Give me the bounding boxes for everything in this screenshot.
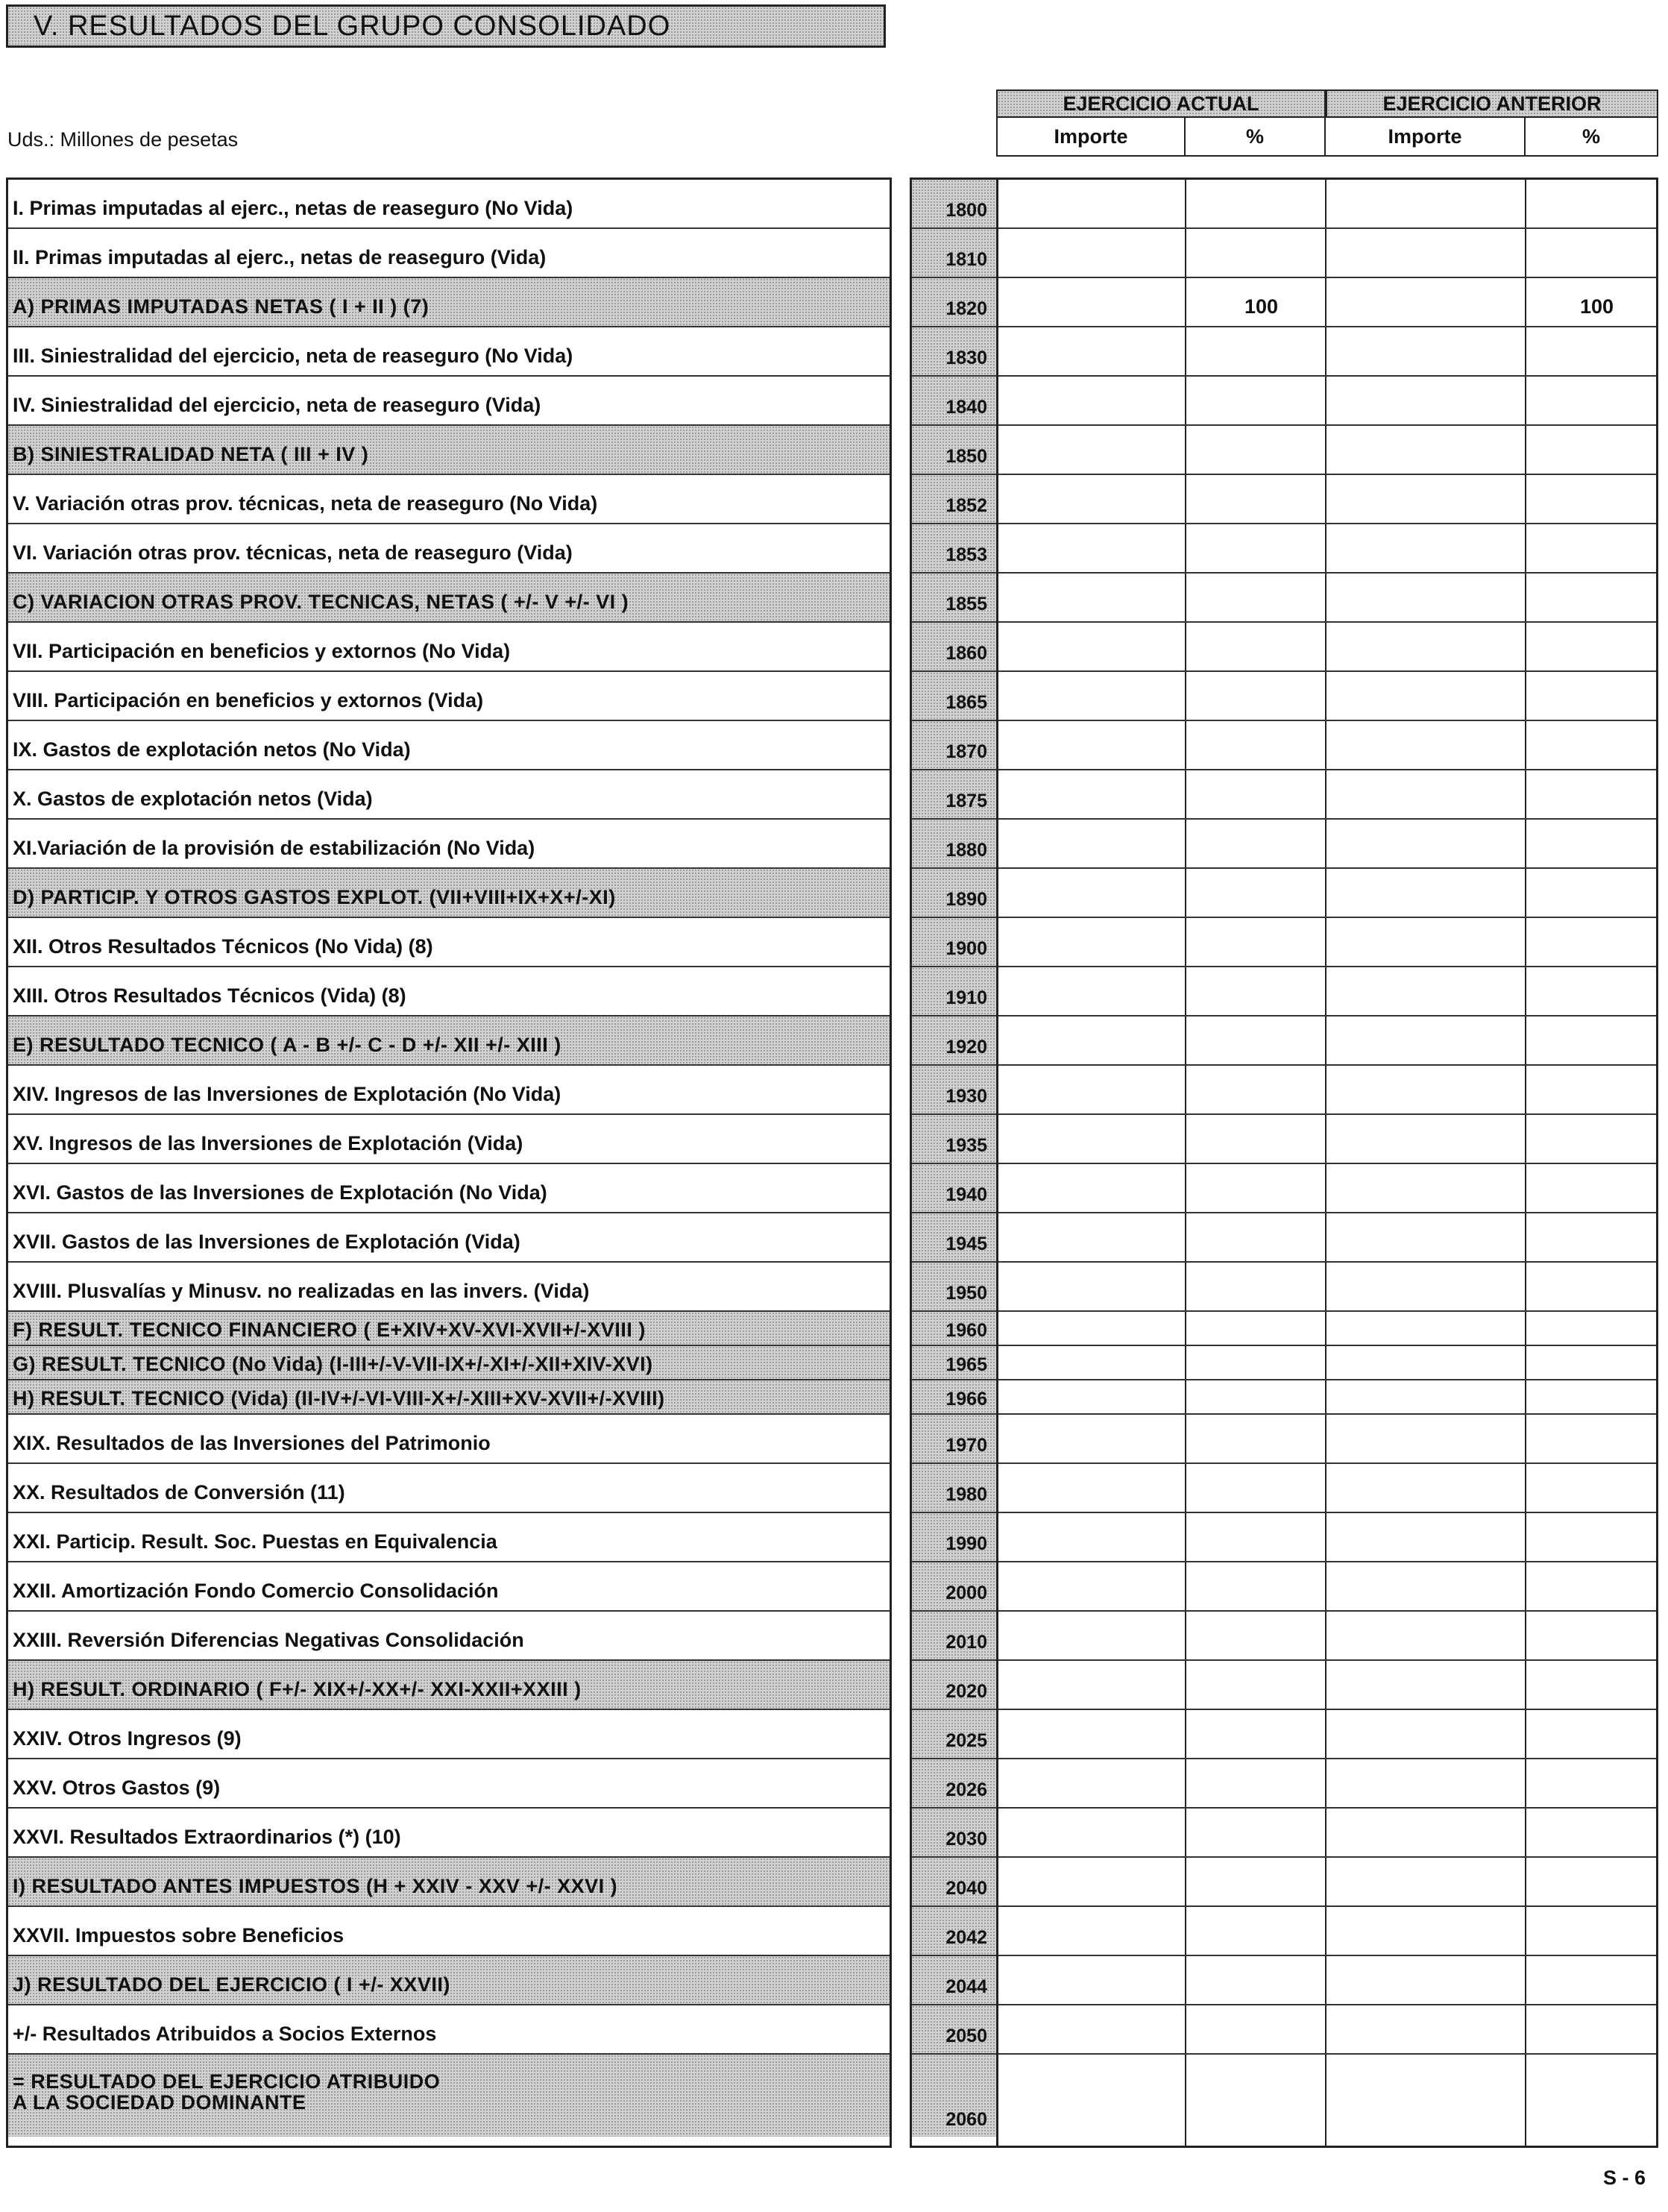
row-code: 1800 (912, 180, 996, 229)
row-label (8, 869, 890, 918)
row-code: 1853 (912, 524, 996, 574)
row-code: 1890 (912, 869, 996, 918)
row-label-text: XVII. Gastos de las Inversiones de Explotación (Vida) (13, 1231, 520, 1253)
row-label (8, 820, 890, 869)
row-label-text: A) PRIMAS IMPUTADAS NETAS ( I + II ) (7) (13, 295, 429, 318)
row-label (8, 1115, 890, 1164)
row-code: 1950 (912, 1263, 996, 1312)
row-code: 1980 (912, 1464, 996, 1513)
row-label (8, 1661, 890, 1710)
row-label (8, 278, 890, 327)
row-label-text: XIV. Ingresos de las Inversiones de Explotación (No Vida) (13, 1083, 561, 1105)
row-label (8, 1213, 890, 1263)
row-label-text: XII. Otros Resultados Técnicos (No Vida) (8) (13, 935, 433, 958)
row-label-text: VIII. Participación en beneficios y extornos (Vida) (13, 689, 484, 711)
row-code: 2050 (912, 2005, 996, 2055)
row-label-text: IX. Gastos de explotación netos (No Vida) (13, 738, 411, 761)
value-row[interactable] (998, 1312, 1656, 1346)
page-number: S - 6 (1603, 2167, 1646, 2189)
row-label (8, 1464, 890, 1513)
header-pct-anterior: % (1524, 118, 1658, 157)
row-label (8, 672, 890, 721)
value-row[interactable] (998, 1809, 1656, 1858)
value-row[interactable] (998, 1017, 1656, 1066)
row-code: 1910 (912, 967, 996, 1017)
value-row[interactable] (998, 475, 1656, 524)
row-code: 1966 (912, 1380, 996, 1415)
value-row[interactable] (998, 869, 1656, 918)
value-row[interactable] (998, 1562, 1656, 1612)
row-code: 1810 (912, 229, 996, 278)
row-code: 1965 (912, 1346, 996, 1380)
row-label (8, 1415, 890, 1464)
row-label-text: XI.Variación de la provisión de estabilización (No Vida) (13, 837, 535, 859)
row-code: 2044 (912, 1956, 996, 2005)
header-ejercicio-actual: EJERCICIO ACTUAL (996, 89, 1326, 118)
row-code: 1970 (912, 1415, 996, 1464)
header-pct-actual: % (1184, 118, 1326, 157)
value-row[interactable] (998, 721, 1656, 770)
row-code: 1830 (912, 327, 996, 377)
row-label-text: III. Siniestralidad del ejercicio, neta de reaseguro (No Vida) (13, 345, 573, 367)
row-label-text: = RESULTADO DEL EJERCICIO ATRIBUIDO (13, 2070, 441, 2093)
row-label-text: XXV. Otros Gastos (9) (13, 1776, 221, 1799)
row-label-text: II. Primas imputadas al ejerc., netas de reaseguro (Vida) (13, 246, 547, 268)
row-code: 1945 (912, 1213, 996, 1263)
row-label-text: XXII. Amortización Fondo Comercio Consolidación (13, 1580, 499, 1602)
row-code: 1855 (912, 574, 996, 623)
value-row[interactable] (998, 1115, 1656, 1164)
value-row[interactable] (998, 1956, 1656, 2005)
value-row[interactable] (998, 1858, 1656, 1907)
row-code: 1935 (912, 1115, 996, 1164)
row-code: 1870 (912, 721, 996, 770)
row-code: 1900 (912, 918, 996, 967)
header-importe-actual: Importe (996, 118, 1186, 157)
row-code: 1852 (912, 475, 996, 524)
row-label-text: B) SINIESTRALIDAD NETA ( III + IV ) (13, 443, 369, 465)
row-code: 1960 (912, 1312, 996, 1346)
row-label (8, 574, 890, 623)
row-code: 2042 (912, 1907, 996, 1956)
row-label (8, 721, 890, 770)
row-label (8, 918, 890, 967)
row-label-text: X. Gastos de explotación netos (Vida) (13, 788, 373, 810)
row-code: 1940 (912, 1164, 996, 1213)
row-label-text: XIX. Resultados de las Inversiones del Patrimonio (13, 1432, 491, 1454)
row-label-text: XXI. Particip. Result. Soc. Puestas en Equivalencia (13, 1530, 497, 1553)
row-label-text: V. Variación otras prov. técnicas, neta de reaseguro (No Vida) (13, 492, 598, 515)
values-grid (996, 177, 1658, 2148)
value-row[interactable] (998, 1164, 1656, 1213)
row-label-text: +/- Resultados Atribuidos a Socios Externos (13, 2023, 437, 2045)
row-label-text-2: A LA SOCIEDAD DOMINANTE (13, 2091, 306, 2114)
row-label-text: C) VARIACION OTRAS PROV. TECNICAS, NETAS ( +/- V +/- VI ) (13, 591, 629, 613)
row-label-text: XV. Ingresos de las Inversiones de Explotación (Vida) (13, 1132, 523, 1154)
row-label (8, 1710, 890, 1759)
value-row[interactable] (998, 1380, 1656, 1415)
row-label (8, 1956, 890, 2005)
row-code: 1930 (912, 1066, 996, 1115)
row-label (8, 229, 890, 278)
value-row[interactable] (998, 180, 1656, 229)
row-label (8, 1809, 890, 1858)
value-row[interactable] (998, 2055, 1656, 2137)
row-label-text: XXIV. Otros Ingresos (9) (13, 1727, 242, 1750)
value-row[interactable] (998, 672, 1656, 721)
section-title: V. RESULTADOS DEL GRUPO CONSOLIDADO (6, 4, 886, 48)
row-label-text: XX. Resultados de Conversión (11) (13, 1481, 345, 1504)
row-label-text: XVIII. Plusvalías y Minusv. no realizadas en las invers. (Vida) (13, 1280, 590, 1302)
value-row[interactable] (998, 377, 1656, 426)
value-row[interactable] (998, 229, 1656, 278)
value-row[interactable] (998, 1661, 1656, 1710)
value-row[interactable] (998, 967, 1656, 1017)
row-label-text: XXVII. Impuestos sobre Beneficios (13, 1924, 344, 1947)
row-label-text: I. Primas imputadas al ejerc., netas de reaseguro (No Vida) (13, 197, 573, 219)
row-label-text: J) RESULTADO DEL EJERCICIO ( I +/- XXVII) (13, 1973, 450, 1996)
row-label-text: E) RESULTADO TECNICO ( A - B +/- C - D +/- XII +/- XIII ) (13, 1034, 561, 1056)
units-label: Uds.: Millones de pesetas (7, 128, 239, 151)
value-row[interactable] (998, 1759, 1656, 1809)
value-row[interactable] (998, 623, 1656, 672)
row-label (8, 1017, 890, 1066)
row-label (8, 180, 890, 229)
header-ejercicio-anterior: EJERCICIO ANTERIOR (1326, 89, 1658, 118)
row-label (8, 770, 890, 820)
row-label-text: XIII. Otros Resultados Técnicos (Vida) (8) (13, 984, 406, 1007)
value-row[interactable] (998, 426, 1656, 475)
value-row[interactable] (998, 1213, 1656, 1263)
value-row[interactable] (998, 1415, 1656, 1464)
row-label (8, 1263, 890, 1312)
row-code: 2060 (912, 2055, 996, 2137)
row-label-text: IV. Siniestralidad del ejercicio, neta de reaseguro (Vida) (13, 394, 541, 416)
value-row[interactable] (998, 820, 1656, 869)
row-label (8, 1164, 890, 1213)
row-label-text: G) RESULT. TECNICO (No Vida) (I-III+/-V-VII-IX+/-XI+/-XII+XIV-XVI) (13, 1353, 653, 1375)
row-label (8, 1562, 890, 1612)
pct-anterior-value: 100 (1580, 295, 1614, 318)
row-label (8, 967, 890, 1017)
value-row[interactable] (998, 1066, 1656, 1115)
row-label (8, 1346, 890, 1380)
value-row[interactable] (998, 1612, 1656, 1661)
row-label-text: H) RESULT. TECNICO (Vida) (II-IV+/-VI-VIII-X+/-XIII+XV-XVII+/-XVIII) (13, 1387, 665, 1410)
value-row[interactable] (998, 1263, 1656, 1312)
row-label (8, 1858, 890, 1907)
row-code: 1920 (912, 1017, 996, 1066)
row-label (8, 623, 890, 672)
row-label (8, 1380, 890, 1415)
row-code: 1875 (912, 770, 996, 820)
row-label (8, 1513, 890, 1562)
row-label (8, 2055, 890, 2137)
row-label (8, 524, 890, 574)
value-row[interactable] (998, 1346, 1656, 1380)
row-code: 2040 (912, 1858, 996, 1907)
value-row[interactable] (998, 2005, 1656, 2055)
row-label-text: XXVI. Resultados Extraordinarios (*) (10) (13, 1826, 401, 1848)
header-importe-anterior: Importe (1324, 118, 1526, 157)
row-label (8, 377, 890, 426)
value-row[interactable] (998, 918, 1656, 967)
value-row[interactable] (998, 278, 1656, 327)
row-code: 2020 (912, 1661, 996, 1710)
row-codes-column (910, 177, 996, 2148)
row-label-text: H) RESULT. ORDINARIO ( F+/- XIX+/-XX+/- XXI-XXII+XXIII ) (13, 1678, 582, 1700)
row-labels-column (6, 177, 892, 2148)
row-label-text: I) RESULTADO ANTES IMPUESTOS (H + XXIV - XXV +/- XXVI ) (13, 1875, 618, 1897)
row-label (8, 475, 890, 524)
row-label (8, 1312, 890, 1346)
row-label (8, 2005, 890, 2055)
row-label-text: XVI. Gastos de las Inversiones de Explotación (No Vida) (13, 1181, 547, 1204)
row-label (8, 426, 890, 475)
value-row[interactable] (998, 524, 1656, 574)
row-code: 1865 (912, 672, 996, 721)
row-code: 2030 (912, 1809, 996, 1858)
row-label (8, 1759, 890, 1809)
row-code: 2026 (912, 1759, 996, 1809)
row-code: 1990 (912, 1513, 996, 1562)
row-label-text: VII. Participación en beneficios y extornos (No Vida) (13, 640, 511, 662)
row-label (8, 1066, 890, 1115)
row-code: 1850 (912, 426, 996, 475)
row-code: 1840 (912, 377, 996, 426)
row-label (8, 1612, 890, 1661)
row-code: 1820 (912, 278, 996, 327)
value-row[interactable] (998, 1710, 1656, 1759)
row-code: 2010 (912, 1612, 996, 1661)
value-row[interactable] (998, 1513, 1656, 1562)
row-label (8, 1907, 890, 1956)
row-code: 2000 (912, 1562, 996, 1612)
value-row[interactable] (998, 1907, 1656, 1956)
row-code: 1860 (912, 623, 996, 672)
row-label-text: D) PARTICIP. Y OTROS GASTOS EXPLOT. (VII+VIII+IX+X+/-XI) (13, 886, 616, 908)
value-row[interactable] (998, 574, 1656, 623)
pct-actual-value: 100 (1244, 295, 1279, 318)
row-label (8, 327, 890, 377)
row-label-text: VI. Variación otras prov. técnicas, neta de reaseguro (Vida) (13, 541, 573, 564)
row-code: 1880 (912, 820, 996, 869)
value-row[interactable] (998, 327, 1656, 377)
value-row[interactable] (998, 770, 1656, 820)
value-row[interactable] (998, 1464, 1656, 1513)
row-label-text: F) RESULT. TECNICO FINANCIERO ( E+XIV+XV-XVI-XVII+/-XVIII ) (13, 1319, 646, 1341)
row-label-text: XXIII. Reversión Diferencias Negativas Consolidación (13, 1629, 524, 1651)
row-code: 2025 (912, 1710, 996, 1759)
